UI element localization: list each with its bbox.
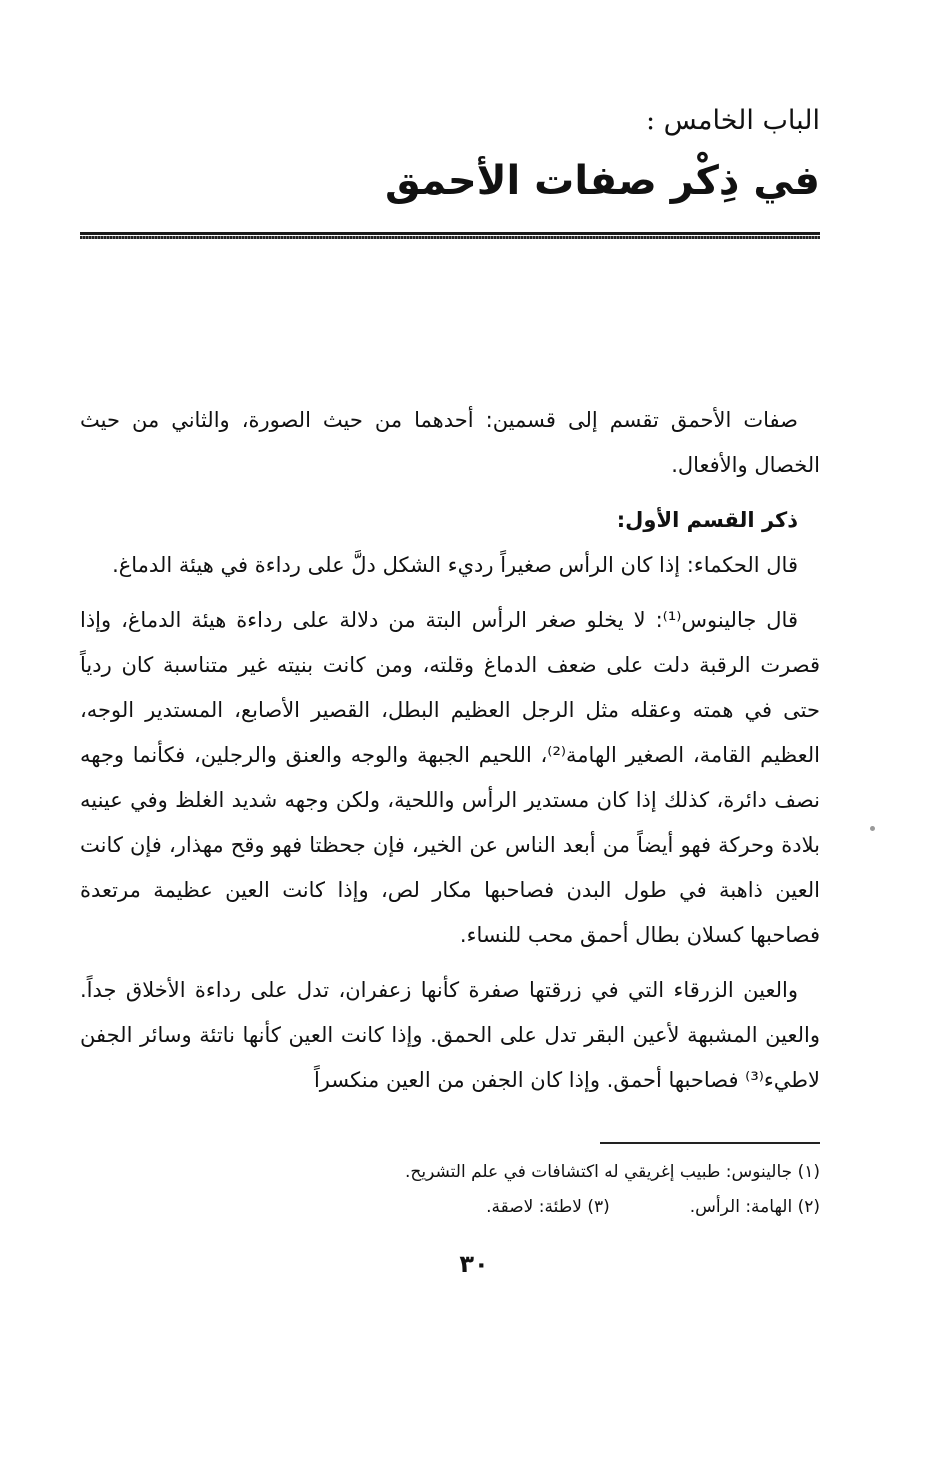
- footnotes: [80, 1155, 820, 1225]
- title-divider: [80, 232, 820, 242]
- paragraph-galen: قال جالينوس⁽¹⁾: لا يخلو صغر الرأس البتة من دلالة على رداءة هيئة الدماغ، وإذا قصرت الرقبة دلت على ضعف الدماغ وقلته، ومن كانت بنيته غير متناسبة كان ردياً حتى في همته وعقله مثل الرجل العظيم البطل، القصير الأصابع، المستدير الوجه، العظيم القامة، الصغير الهامة⁽²⁾، اللحيم الجبهة والوجه والعنق والرجلين، فكأنما وجهه نصف دائرة، كذلك إذا كان مستدير الرأس واللحية، ولكن وجهه شديد الغلظ وفي عينيه بلادة وحركة فهو أيضاً من أبعد الناس عن الخير، فإن جحظتا فهو وقح مهذار، فإن كانت العين ذاهبة في طول البدن فصاحبها مكار لص، وإذا كانت العين عظيمة مرتعدة فصاحبها كسلان بطال أحمق محب للنساء.: [80, 608, 820, 947]
- paragraph-eyes: والعين الزرقاء التي في زرقتها صفرة كأنها زعفران، تدل على رداءة الأخلاق جداً. والعين المشبهة لأعين البقر تدل على الحمق. وإذا كانت العين كأنها ناتئة وسائر الجفن لاطيء⁽³⁾ فصاحبها أحمق. وإذا كان الجفن من العين منكسراً: [80, 978, 820, 1092]
- body-text: [80, 398, 820, 1113]
- footnote-divider: [600, 1142, 820, 1144]
- footnote-3: (٣) لاطئة: لاصقة.: [486, 1197, 610, 1217]
- intro-paragraph: صفات الأحمق تقسم إلى قسمين: أحدهما من حيث الصورة، والثاني من حيث الخصال والأفعال.: [80, 408, 820, 477]
- margin-speck: [870, 826, 875, 831]
- page-number: ٣٠: [459, 1250, 489, 1278]
- chapter-label: الباب الخامس :: [645, 105, 820, 136]
- footnote-2: (٢) الهامة: الرأس.: [689, 1197, 820, 1217]
- chapter-title: في ذِكْر صفات الأحمق: [385, 158, 820, 204]
- footnote-1: (١) جالينوس: طبيب إغريقي له اكتشافات في علم التشريح.: [405, 1162, 820, 1182]
- paragraph-wise-men: قال الحكماء: إذا كان الرأس صغيراً رديء الشكل دلَّ على رداءة في هيئة الدماغ.: [112, 553, 798, 577]
- section-heading: ذكر القسم الأول:: [616, 508, 798, 532]
